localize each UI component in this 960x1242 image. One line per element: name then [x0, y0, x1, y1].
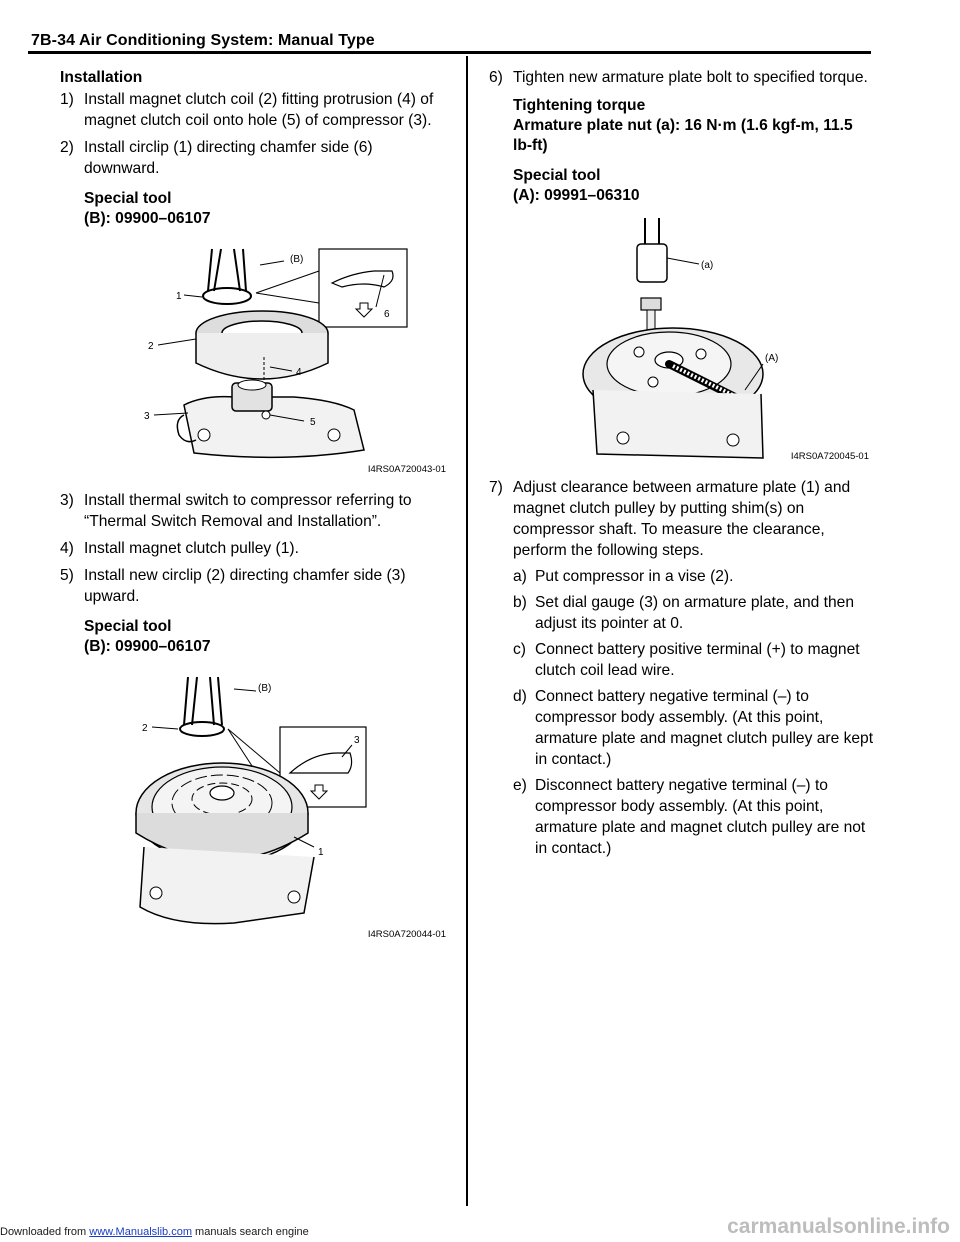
substep-text: Disconnect battery negative terminal (–) to compressor body assembly. (At this point, armature plate and magnet clutch pulley are not in contact.): [535, 777, 866, 857]
section-title: Installation: [60, 69, 143, 86]
pulley-circlip-diagram: [84, 677, 450, 945]
fig1-label-5: 5: [310, 417, 316, 428]
special-tool-value: (B): 09900–06107: [84, 638, 211, 655]
tightening-torque-block: [489, 96, 874, 156]
fig1-label-1: 1: [176, 291, 182, 302]
figure-code: I4RS0A720043-01: [367, 464, 446, 475]
right-column: [489, 67, 874, 859]
figure-code: I4RS0A720044-01: [367, 929, 446, 940]
fig2-label-b: (B): [258, 683, 272, 694]
column-divider: [466, 56, 468, 1206]
step-text: Install magnet clutch pulley (1).: [84, 540, 299, 557]
figure-armature-plate-tighten: [513, 214, 873, 467]
fig1-label-3: 3: [144, 411, 150, 422]
step-number: 1): [60, 91, 74, 108]
substep-text: Put compressor in a vise (2).: [535, 568, 734, 585]
special-tool-block: [60, 189, 450, 229]
step-7: [489, 477, 874, 561]
step-text: Install new circlip (2) directing chamfer side (3) upward.: [84, 567, 406, 605]
watermark: carmanualsonline.info: [727, 1215, 950, 1238]
step-text: Install circlip (1) directing chamfer side (6) downward.: [84, 139, 373, 177]
fig3-label-a: (a): [701, 260, 714, 271]
torque-value: Armature plate nut (a): 16 N·m (1.6 kgf-m, 11.5 lb-ft): [513, 117, 853, 154]
substep-c: [513, 639, 874, 681]
substeps-list: [489, 566, 874, 859]
step-number: 4): [60, 540, 74, 557]
special-tool-block: [489, 166, 874, 206]
fig1-label-4: 4: [296, 367, 302, 378]
step-text: Tighten new armature plate bolt to specified torque.: [513, 69, 868, 86]
step-number: 5): [60, 567, 74, 584]
fig2-label-1: 1: [318, 847, 324, 858]
footer-suffix: manuals search engine: [191, 1226, 309, 1238]
step-number: 2): [60, 139, 74, 156]
substep-text: Set dial gauge (3) on armature plate, and then adjust its pointer at 0.: [535, 594, 855, 632]
manualslib-link[interactable]: www.Manualslib.com: [89, 1226, 192, 1238]
header-rule: [28, 51, 871, 54]
step-text: Adjust clearance between armature plate (1) and magnet clutch pulley by putting shim(s) on compressor shaft. To measure the clearance, perform the following steps.: [513, 479, 851, 559]
special-tool-block: [60, 617, 450, 657]
armature-plate-diagram: [513, 214, 873, 467]
special-tool-value: (B): 09900–06107: [84, 210, 211, 227]
step-text: Install magnet clutch coil (2) fitting protrusion (4) of magnet clutch coil onto hole (5) of compressor (3).: [84, 91, 434, 129]
fig2-label-2: 2: [142, 723, 148, 734]
step-3: [60, 490, 450, 532]
fig1-label-6: 6: [384, 309, 390, 320]
special-tool-label: Special tool: [84, 618, 172, 635]
step-6: [489, 67, 874, 88]
fig1-label-2: 2: [148, 341, 154, 352]
substep-b: [513, 592, 874, 634]
special-tool-label: Special tool: [513, 167, 601, 184]
footer-prefix: Downloaded from: [0, 1226, 90, 1238]
substep-a: [513, 566, 874, 587]
torque-label: Tightening torque: [513, 97, 646, 114]
substep-letter: b): [513, 594, 527, 611]
substep-letter: c): [513, 641, 526, 658]
step-number: 7): [489, 479, 503, 496]
fig2-label-3: 3: [354, 735, 360, 746]
special-tool-label: Special tool: [84, 190, 172, 207]
step-4: [60, 538, 450, 559]
step-number: 6): [489, 69, 503, 86]
special-tool-value: (A): 09991–06310: [513, 187, 640, 204]
step-5: [60, 565, 450, 607]
step-2: [60, 137, 450, 179]
step-text: Install thermal switch to compressor referring to “Thermal Switch Removal and Installation”.: [84, 492, 412, 530]
substep-letter: d): [513, 688, 527, 705]
figure-clutch-coil-install: [84, 235, 450, 480]
page-header-title: 7B-34 Air Conditioning System: Manual Type: [31, 32, 375, 49]
substep-text: Connect battery positive terminal (+) to magnet clutch coil lead wire.: [535, 641, 860, 679]
substep-text: Connect battery negative terminal (–) to compressor body assembly. (At this point, armature plate and magnet clutch pulley are kept in contact.): [535, 688, 874, 768]
left-column: [60, 67, 450, 945]
figure-code: I4RS0A720045-01: [790, 451, 869, 462]
fig1-label-b: (B): [290, 254, 304, 265]
step-1: [60, 89, 450, 131]
figure-pulley-circlip-install: [84, 677, 450, 945]
fig3-label-tool: (A): [765, 353, 779, 364]
substep-letter: a): [513, 568, 527, 585]
substep-e: [513, 775, 874, 859]
substep-d: [513, 686, 874, 770]
step-number: 3): [60, 492, 74, 509]
substep-letter: e): [513, 777, 527, 794]
clutch-coil-diagram: [84, 235, 450, 480]
